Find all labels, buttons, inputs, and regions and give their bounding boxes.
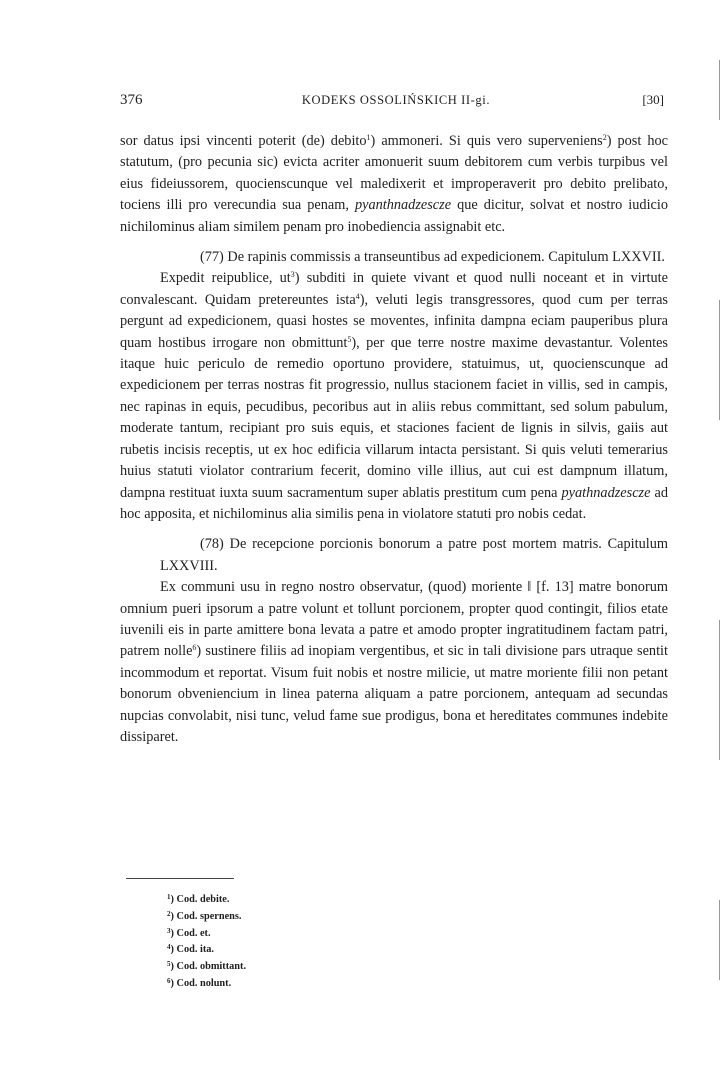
footnote-ref: 3 xyxy=(290,270,295,280)
running-title: KODEKS OSSOLIŃSKICH II-gi. xyxy=(301,93,491,107)
page-header xyxy=(120,92,672,112)
footnote: $^1$) Cod. debite. xyxy=(167,893,230,905)
footnote-ref: 5 xyxy=(347,334,352,344)
footnote: $^6$) Cod. nolunt. xyxy=(167,976,232,989)
vernacular-term: pyathnadzescze xyxy=(561,484,651,501)
footnote-ref: 4 xyxy=(355,291,360,301)
chapter-heading-78: (78) De recepcione porcionis bonorum a patre post mortem matris. Capitulum LXXVIII. xyxy=(160,536,668,574)
footnote: $^3$) Cod. et. xyxy=(167,926,211,939)
paragraph-continuation: sor datus ipsi vincenti poterit (de) debito$^1$) ammoneri. Si quis vero superveniens$^2$) post hoc statutum, (pro pecunia sic) evicta acriter amonuerit suum debitorem cum verbis turpibus vel eius fideiussorem, quocienscunque vel maledixerit et improperaverit pro debito prelibato, tociens illi pro verecundia sua penam, pyanthnadzescze que dicitur, solvat et nostro iudicio nichilominus aliam similem penam pro inobediencia assignabit etc. xyxy=(120,133,669,235)
chapter-heading-77: (77) De rapinis commissis a transeuntibus ad expedicionem. Capitulum LXXVII. xyxy=(200,249,665,266)
paragraph-77: Expedit reipublice, $ut^3$) subditi in quiete vivant et quod nulli noceant et in virtute convalescant. Quidam pretereuntes ista$^4$), veluti legis transgressores, quod cum per terras pergunt ad expedicionem, quasi hostes se moventes, infinita dampna eciam pauperibus plura quam hostibus irrogare non obmittunt$^5$), per que terre nostre maxime devastantur. Volentes itaque huic periculo de remedio oportuno providere, statuimus, ut, quocienscunque ad expedicionem per terras nostras fit progressio, nullus stacionem faciet in villis, sed in campis, nec rapinas in equis, pecudibus, pecoribus aut in aliis rebus committant, sed solum pabulum, moderate tantum, recipiant pro suis equis, et staciones facient de lignis in silvis, gaiis aut rubetis incisis receptis, ut ex hoc edificia villarum intacta persistant. Si quis veluti temerarius huius statuti violator contrarium fecerit, domino ville illius, aut cui est dampnum illatum, dampna restituat iuxta suum sacramentum super ablatis prestitum cum pena pyathnadzescze ad hoc apposita, et nichilominus alia similis pena in violatore statuti pro nobis cedat. xyxy=(120,270,669,522)
footnote: $^4$) Cod. ita. xyxy=(167,943,214,956)
footnote-ref: 6 xyxy=(192,643,197,653)
footnote: $^2$) Cod. spernens. xyxy=(167,909,242,922)
footnote-ref: 2 xyxy=(602,133,607,142)
folio-signature: [30] xyxy=(642,92,664,107)
chapter-number: (77) xyxy=(200,249,224,266)
vernacular-term: pyanthnadzescze xyxy=(354,197,452,214)
footnote: $^5$) Cod. obmittant. xyxy=(167,960,247,973)
footnote-ref: 1 xyxy=(366,133,371,142)
footnotes xyxy=(167,892,246,993)
page-number: 376 xyxy=(120,92,143,108)
paragraph-78: Ex communi usu in regno nostro observatur, (quod) moriente ‖ [f. 13] matre bonorum omnium pueri ipsorum a patre volunt et tollunt porcionem, propter quod contingit, filios etate iuvenili eis in parte amittere bona levata a patre et amodo propter ingratitudinem factam patri, patrem nolle$^6$) sustinere filiis ad inopiam vergentibus, et sic in tali divisione pars utraque sentit incommodum et reportat. Visum fuit nobis et nostre milicie, ut matre moriente filii non petant bonorum obveniencium in linea paterna aliquam a patre porcionem, antequam ad secundas nupcias convolabit, nisi tunc, velud fame sue prodigus, bona et hereditates communes indebite dissiparet. xyxy=(120,579,668,745)
footnote-rule xyxy=(126,878,234,879)
main-text xyxy=(120,131,668,748)
chapter-number: (78) xyxy=(200,536,224,553)
